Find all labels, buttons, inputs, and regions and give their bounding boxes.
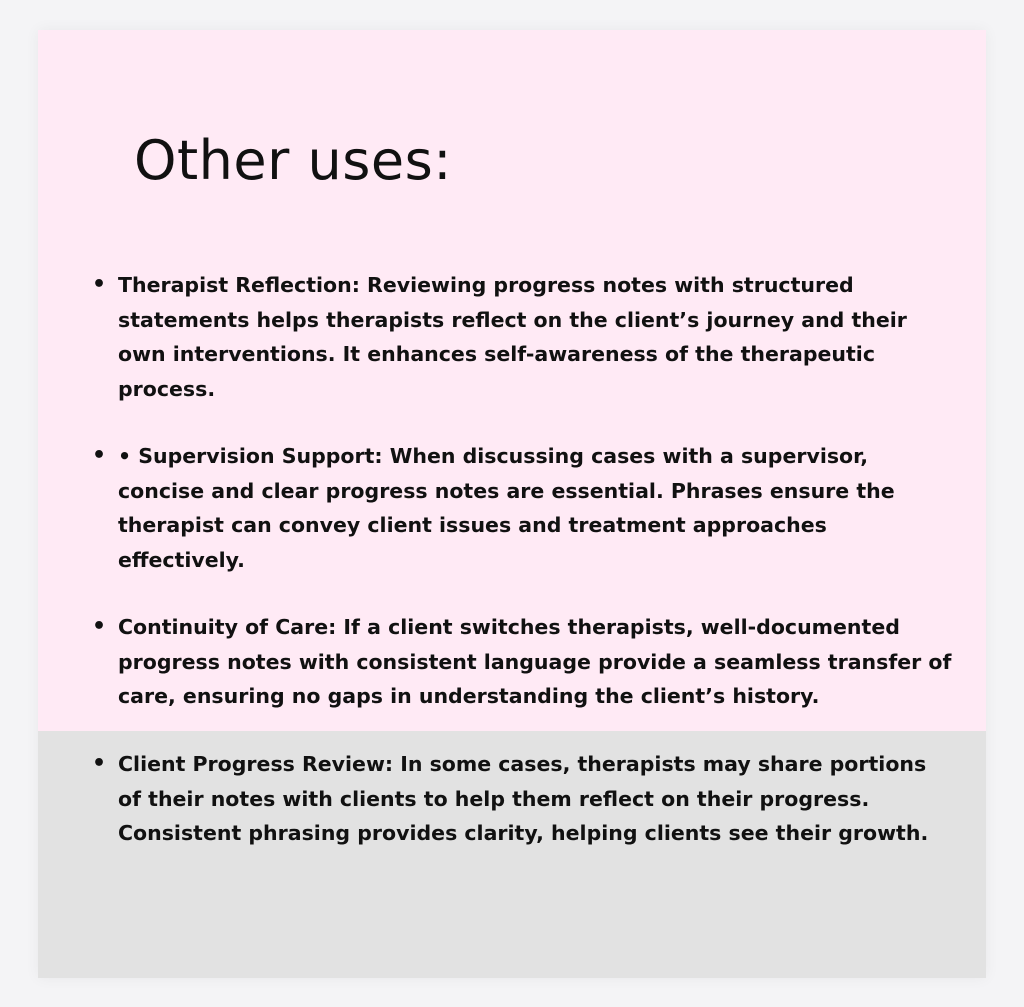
list-item-text: • Supervision Support: When discussing cases with a supervisor, concise and clear progress notes are essential. Phrases ensure the therapist can convey client issues and treatment approaches effectively. [118,444,895,572]
list-item-supervision-support [92,439,952,577]
list-item-continuity-of-care [92,610,952,714]
page-title: Other uses: [134,129,452,192]
list-item-text: Continuity of Care: If a client switches therapists, well-documented progress notes with consistent language provide a seamless transfer of care, ensuring no gaps in understanding the client’s history. [118,615,952,708]
list-item-text: Therapist Reflection: Reviewing progress notes with structured statements helps therapists reflect on the client’s journey and their own interventions. It enhances self-awareness of the therapeutic process. [118,273,907,401]
list-item-therapist-reflection [92,268,952,406]
bullet-icon: • [92,614,107,639]
bullet-icon: • [92,751,107,776]
list-item-client-progress-review [92,747,952,851]
bullet-icon: • [92,272,107,297]
content-card [38,30,986,978]
bullet-icon: • [92,443,107,468]
list-item-text: Client Progress Review: In some cases, therapists may share portions of their notes with clients to help them reflect on their progress. Consistent phrasing provides clarity, helping clients see their growth. [118,752,929,845]
